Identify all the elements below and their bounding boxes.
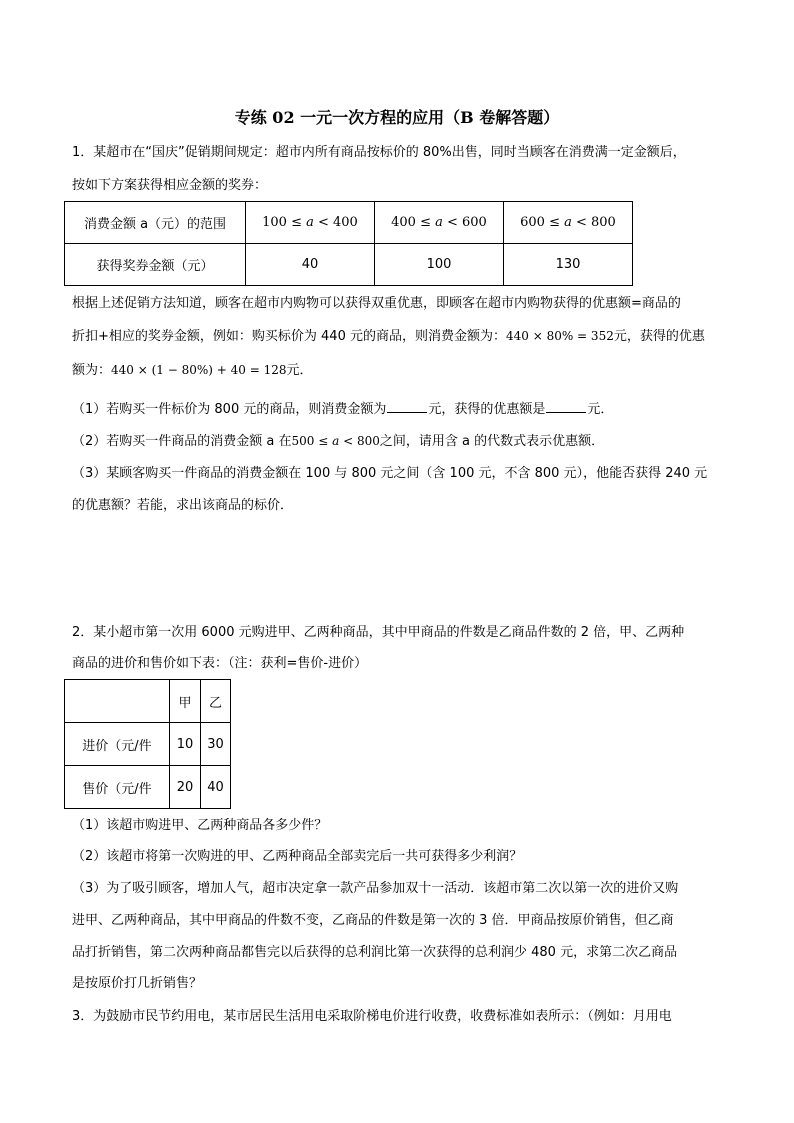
q2-sub3-line3: 品打折销售，第二次两种商品都售完以后获得的总利润比第一次获得的总利润少 480 元，求第二次乙商品 [72, 945, 678, 960]
q1-line5-text-a: 额为： [72, 363, 112, 378]
q1-sub2-math: 500 ≤ 𝑎 < 800 [291, 434, 380, 448]
q2-table-row-cost-jia: 10 [170, 723, 201, 766]
q2-table-header-empty [65, 680, 170, 723]
q2-line1: 2．某小超市第一次用 6000 元购进甲、乙两种商品，其中甲商品的件数是乙商品件数的 2 倍，甲、乙两种 [72, 625, 685, 640]
q2-sub1: （1）该超市购进甲、乙两种商品各多少件？ [72, 818, 328, 833]
q2-table-row-cost-label: 进价（元/件 [65, 723, 170, 766]
q1-sub3-line1: （3）某顾客购买一件商品的消费金额在 100 与 800 元之间（含 100 元，不含 800 元），他能否获得 240 元 [72, 466, 708, 481]
q1-table [64, 201, 633, 286]
q1-line5-math: 440 × (1 − 80%) + 40 = 128 [111, 363, 287, 377]
q2-table-row-price-label: 售价（元/件 [65, 766, 170, 809]
q1-line4-math: 440 × 80% = 352 [505, 329, 614, 343]
q1-line5-text-b: 元． [286, 363, 313, 378]
q1-table-range-1: 100 ≤ 𝑎 < 400 [246, 202, 375, 244]
answer-blank-1 [387, 400, 427, 413]
q2-table-row-price-jia: 20 [170, 766, 201, 809]
q1-line1: 1．某超市在“国庆”促销期间规定：超市内所有商品按标价的 80%出售，同时当顾客在消费满一定金额后， [72, 145, 686, 160]
q1-line5 [72, 362, 313, 379]
q1-sub2 [72, 433, 604, 450]
q2-line2: 商品的进价和售价如下表：（注：获利=售价-进价） [72, 656, 368, 671]
q1-sub1 [72, 400, 613, 418]
q2-sub2: （2）该超市将第一次购进的甲、乙两种商品全部卖完后一共可获得多少利润？ [72, 849, 523, 864]
q2-table-header-jia: 甲 [170, 680, 201, 723]
q1-sub2-text-b: 之间，请用含 a 的代数式表示优惠额． [379, 434, 605, 449]
q1-table-amount-3: 130 [504, 244, 633, 286]
q2-sub3-line2: 进甲、乙两种商品，其中甲商品的件数不变，乙商品的件数是第一次的 3 倍．甲商品按原价销售，但乙商 [72, 913, 674, 928]
q1-sub1-text-a: （1）若购买一件标价为 800 元的商品，则消费金额为 [72, 402, 387, 417]
q1-sub1-text-c: 元． [587, 402, 614, 417]
q1-line4 [72, 328, 705, 345]
q1-table-amount-2: 100 [375, 244, 504, 286]
q2-table-row-cost-yi: 30 [201, 723, 231, 766]
q2-table [64, 679, 231, 809]
q1-sub3-line2: 的优惠额？若能，求出该商品的标价． [72, 498, 294, 513]
q2-sub3-line4: 是按原价打几折销售？ [72, 976, 203, 991]
q1-table-range-2: 400 ≤ 𝑎 < 600 [375, 202, 504, 244]
q1-line4-text-a: 折扣+相应的奖券金额，例如：购买标价为 440 元的商品，则消费金额为： [72, 329, 506, 344]
answer-blank-2 [546, 400, 586, 413]
q1-sub1-text-b: 元，获得的优惠额是 [428, 402, 546, 417]
q2-table-row-price-yi: 40 [201, 766, 231, 809]
q2-table-header-yi: 乙 [201, 680, 231, 723]
q2-sub3-line1: （3）为了吸引顾客，增加人气，超市决定拿一款产品参加双十一活动．该超市第二次以第一次的进价又购 [72, 881, 679, 896]
q1-table-range-3: 600 ≤ 𝑎 < 800 [504, 202, 633, 244]
q1-line2: 按如下方案获得相应金额的奖券： [72, 178, 268, 193]
q1-table-row2-label: 获得奖券金额（元） [65, 244, 246, 286]
q3-line1: 3．为鼓励市民节约用电，某市居民生活用电采取阶梯电价进行收费，收费标准如表所示：（例如：月用电 [72, 1009, 672, 1024]
q1-line3: 根据上述促销方法知道，顾客在超市内购物可以获得双重优惠，即顾客在超市内购物获得的优惠额=商品的 [72, 296, 681, 311]
q1-line4-text-b: 元，获得的优惠 [613, 329, 705, 344]
q1-table-amount-1: 40 [246, 244, 375, 286]
q1-sub2-text-a: （2）若购买一件商品的消费金额 a 在 [72, 434, 292, 449]
q1-table-row1-label: 消费金额 a（元）的范围 [65, 202, 246, 244]
page-title: 专练 02 一元一次方程的应用（B 卷解答题） [234, 108, 560, 127]
